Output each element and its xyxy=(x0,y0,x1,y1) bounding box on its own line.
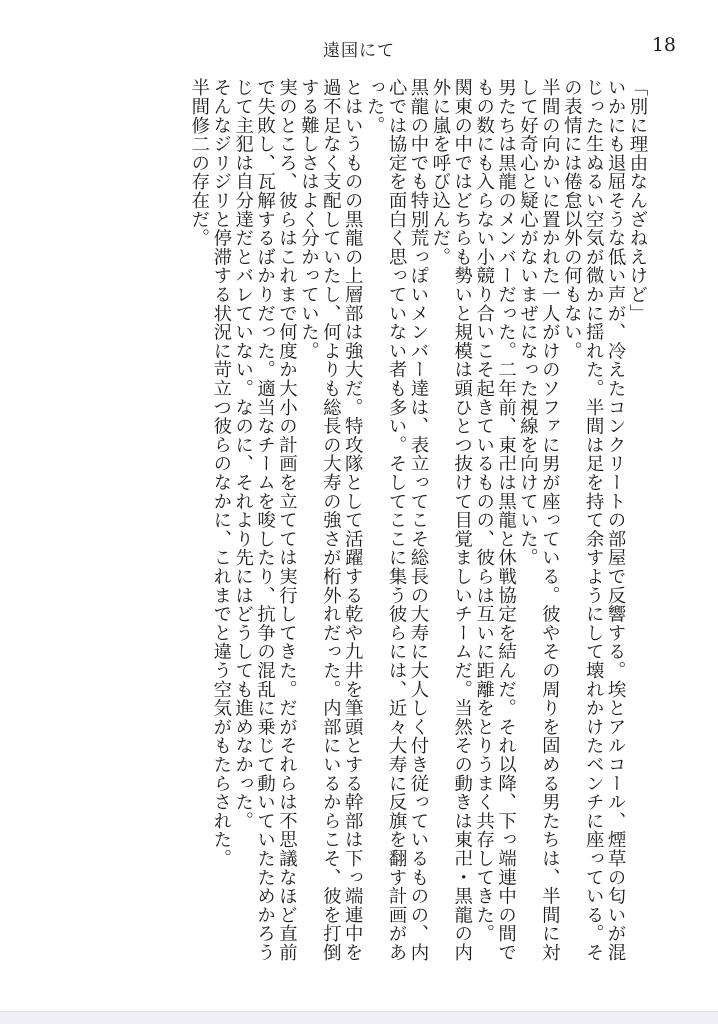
paragraph: 男たちは黒龍のメンバーだった。二年前、東卍は黒龍と休戦協定を結んだ。それ以降、下っ端連中の間でもの数にも入らない小競り合いこそ起きているものの、彼らは互いに距離をとりうまく共存してきた。 xyxy=(473,78,517,962)
page-number: 18 xyxy=(651,34,676,56)
paragraph: 関東の中ではどちらも勢いと規模は頭ひとつ抜けて目覚ましいチームだ。当然その動きは東卍・黒龍の内外に嵐を呼び込んだ。 xyxy=(429,78,473,962)
paragraph: 半間の向かいに置かれた一人がけのソファに男が座っている。彼やその周りを固める男たちは、半間に対して好奇心と疑心がないまぜになった視線を向けていた。 xyxy=(517,78,561,962)
paragraph: とはいうものの黒龍の上層部は強大だ。特攻隊として活躍する乾や九井を筆頭とする幹部は下っ端連中を過不足なく支配していたし、何よりも総長の大寿の強さが桁外れだった。内部にいるからこそ、彼を打倒する難しさはよく分かっていた。 xyxy=(298,78,364,962)
bottom-scroll-bar[interactable] xyxy=(0,1011,718,1024)
paragraph: 黒龍の中でも特別荒っぽいメンバー達は、表立ってこそ総長の大寿に大人しく付き従っているものの、内心では協定を面白く思っていない者も多い。そしてここに集う彼らには、近々大寿に反旗を翻す計画があった。 xyxy=(364,78,429,962)
paragraph: 半間修二の存在だ。 xyxy=(188,78,210,248)
paragraph: そんなジリジリと停滞する状況に苛立つ彼らのなかに、これまでと違う空気がもたらされた。 xyxy=(210,78,232,868)
vertical-body-text xyxy=(88,78,648,978)
paragraph: 「別に理由なんざねえけど」 xyxy=(627,78,648,323)
paragraph: 実のところ、彼らはこれまで何度か大小の計画を立てては実行してきた。だがそれらは不思議なほど直前で失敗し、瓦解するばかりだった。適当なチームを唆したり、抗争の混乱に乗じて動いていたためかろうじて主犯は自分達だとバレていない。なのに、それより先にはどうしても進めなかった。 xyxy=(232,78,298,962)
running-title: 遠国にて xyxy=(323,41,395,61)
paragraph: いかにも退屈そうな低い声が、冷えたコンクリートの部屋で反響する。埃とアルコール、煙草の匂いが混じった生ぬるい空気が微かに揺れた。半間は足を持て余すようにして壊れかけたベンチに座っている。その表情には倦怠以外の何もない。 xyxy=(561,78,627,962)
